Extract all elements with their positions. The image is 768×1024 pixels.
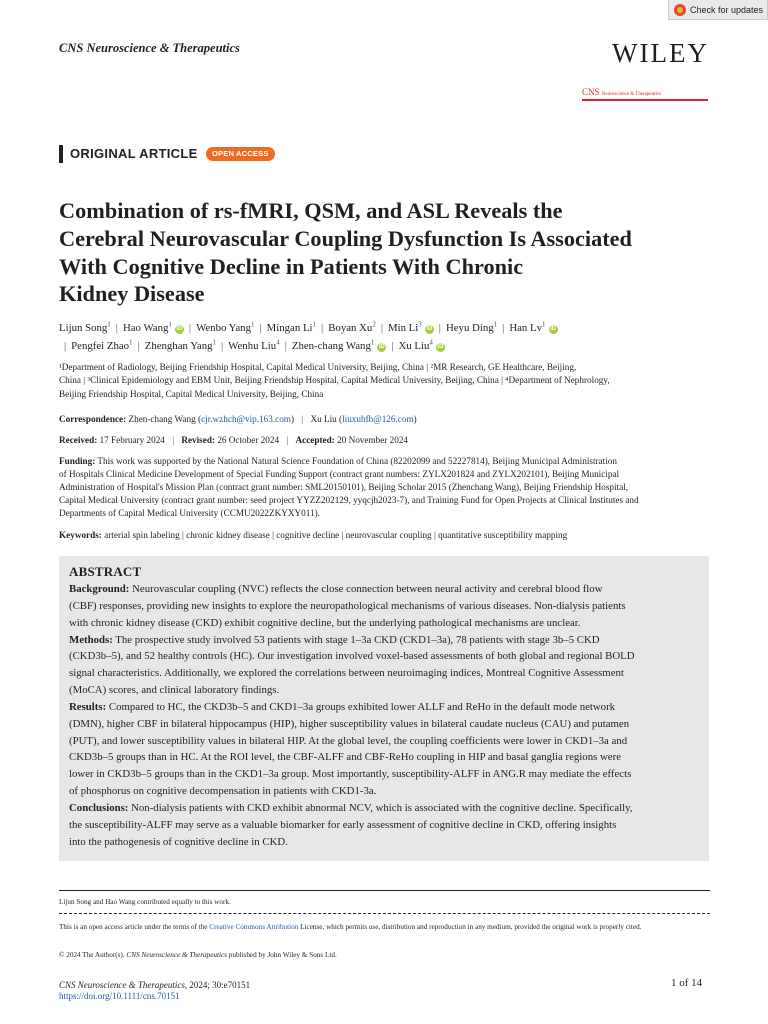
author-separator: | bbox=[137, 340, 140, 353]
received-label: Received: bbox=[59, 435, 98, 445]
banner-subtitle: Neuroscience & Therapeutics bbox=[601, 92, 662, 97]
author-affiliation-marker: 1 bbox=[542, 320, 546, 328]
abstract-text: the susceptibility-ALFF may serve as a valuable biomarker for early assessment of cognitive decline in CKD, offering insights bbox=[69, 818, 617, 831]
abstract-line bbox=[69, 665, 699, 682]
accepted-date: 20 November 2024 bbox=[337, 435, 409, 445]
author-separator: | bbox=[188, 321, 192, 334]
affiliation-line: China | ³Clinical Epidemiology and EBM Unit, Beijing Friendship Hospital, Capital Medical University, Beijing, China | ⁴Department of Nephrology, bbox=[59, 375, 610, 386]
author[interactable] bbox=[267, 322, 316, 334]
license-text: License, which permits use, distribution and reproduction in any medium, provided the original work is properly cited. bbox=[298, 923, 642, 931]
check-for-updates-label: Check for updates bbox=[690, 4, 764, 15]
abstract-text: signal characteristics. Additionally, we explored the correlations between neuroimaging indices, Montreal Cognitive Assessment bbox=[69, 667, 624, 680]
article-type: ORIGINAL ARTICLE bbox=[70, 146, 198, 161]
copyright-text: published by John Wiley & Sons Ltd. bbox=[226, 951, 337, 959]
abstract-text: of phosphorus on cognitive decompensation in patients with CKD1-3a. bbox=[69, 785, 377, 798]
abstract-line bbox=[69, 581, 699, 598]
author-name: Boyan Xu bbox=[328, 321, 373, 334]
abstract-line bbox=[69, 699, 699, 716]
abstract-text: (MoCA) scores, and clinical laboratory findings. bbox=[69, 684, 280, 697]
author[interactable] bbox=[399, 340, 445, 352]
author[interactable] bbox=[388, 322, 434, 334]
abstract-text: Neurovascular coupling (NVC) reflects the close connection between neural activity and cerebral blood flow bbox=[129, 583, 603, 595]
received-date: 17 February 2024 bbox=[99, 435, 165, 445]
funding-line: Administration of Hospital's Mission Plan (contract grant number: SML20150101), Beijing Scholar 2015 (Zhenchang Wang), Beijing Friendship Hospital, bbox=[59, 482, 629, 492]
revised-label: Revised: bbox=[181, 435, 216, 445]
author-affiliation-marker: 1 bbox=[107, 320, 111, 328]
author[interactable] bbox=[123, 322, 184, 334]
journal-name: CNS Neuroscience & Therapeutics bbox=[59, 41, 240, 55]
author-list bbox=[59, 317, 719, 354]
crossmark-icon bbox=[674, 4, 686, 16]
footer-journal-name: CNS Neuroscience & Therapeutics, bbox=[59, 980, 188, 990]
author-separator: | bbox=[321, 321, 324, 334]
author-name: Hao Wang bbox=[122, 321, 169, 334]
author-affiliation-marker: 4 bbox=[276, 338, 280, 347]
author[interactable] bbox=[228, 340, 280, 352]
funding-line: Capital Medical University (contract grant number: seed project YYZZ202129, yyqcjh2023-7), and Training Fund for Open Projects at Clinical Institutes and bbox=[59, 495, 639, 505]
author-separator: | bbox=[380, 321, 383, 334]
creative-commons-link[interactable]: Creative Commons Attribution bbox=[209, 923, 299, 931]
author[interactable] bbox=[328, 322, 376, 334]
author-affiliation-marker: 1 bbox=[493, 320, 498, 328]
correspondence-name: Xu Liu bbox=[310, 414, 337, 424]
abstract-text: Compared to HC, the CKD3b–5 and CKD1–3a groups exhibited lower ALLF and ReHo in the default mode network bbox=[106, 700, 616, 713]
license-note bbox=[59, 921, 710, 933]
equal-contribution-note: Lijun Song and Hao Wang contributed equally to this work. bbox=[59, 898, 231, 906]
abstract-heading: ABSTRACT bbox=[69, 564, 142, 579]
article-type-bar bbox=[59, 145, 63, 163]
abstract-line bbox=[69, 817, 699, 834]
abstract-line bbox=[69, 783, 699, 800]
author[interactable] bbox=[196, 322, 254, 334]
author-separator: | bbox=[221, 340, 224, 353]
funding-line: Departments of Capital Medical University (CCMU2022ZKYXY011). bbox=[59, 508, 320, 518]
author-affiliation-marker: 1 bbox=[370, 338, 375, 347]
abstract-text: (CKD3b–5), and 52 healthy controls (HC). Our investigation involved voxel-based assessments of both global and regional BOLD bbox=[69, 650, 635, 663]
author-name: Zhenghan Yang bbox=[144, 340, 213, 353]
funding-line: of Hospitals Clinical Medicine Development of Special Funding Support (contract grant numbers: ZYLX201824 and ZYLX202101), Beijing Municipal bbox=[59, 469, 620, 479]
abstract-text: (PUT), and lower susceptibility values in bilateral HIP. At the global level, the coupling coefficients were lower in CKD1–3a and bbox=[69, 734, 628, 747]
revised-date: 26 October 2024 bbox=[217, 435, 280, 445]
author-affiliation-marker: 1 bbox=[168, 320, 172, 328]
abstract-text: lower in CKD3b–5 groups than in the CKD1–3a group. Most importantly, susceptibility-ALFF in ANG.R may mediate the effects bbox=[69, 768, 632, 781]
affiliation-line: Beijing Friendship Hospital, Capital Medical University, Beijing, China bbox=[59, 388, 324, 399]
author-separator: | bbox=[259, 321, 262, 334]
publisher-logo: WILEY bbox=[612, 38, 709, 68]
author-separator: | bbox=[391, 340, 394, 353]
copyright-text: © 2024 The Author(s). bbox=[59, 951, 127, 959]
orcid-icon[interactable]: iD bbox=[176, 325, 183, 332]
abstract-text: (DMN), higher CBF in bilateral hippocampus (HIP), higher susceptibility values in bilateral caudate nucleus (CAU) and putamen bbox=[69, 717, 630, 730]
orcid-icon[interactable]: iD bbox=[426, 325, 433, 332]
author-affiliation-marker: 1 bbox=[312, 320, 317, 328]
abstract-text: CKD3b–5 groups than in HC. At the ROI level, the CBF-ALFF and CBF-ReHo coupling in HIP and basal ganglia regions were bbox=[69, 751, 621, 764]
footnote-rule bbox=[59, 890, 710, 891]
abstract-line bbox=[69, 682, 699, 699]
journal-banner bbox=[582, 87, 708, 103]
doi-link[interactable]: https://doi.org/10.1111/cns.70151 bbox=[59, 991, 180, 1001]
title-line: Kidney Disease bbox=[59, 281, 205, 307]
abstract-section-label: Methods: bbox=[69, 633, 113, 646]
abstract-line bbox=[69, 716, 699, 733]
abstract-line bbox=[69, 749, 699, 766]
banner-line bbox=[582, 99, 708, 101]
author[interactable] bbox=[292, 340, 386, 352]
abstract-text: Non-dialysis patients with CKD exhibit abnormal NCV, which is associated with the cognitive decline. Specifically, bbox=[128, 801, 633, 814]
author[interactable] bbox=[446, 322, 497, 334]
open-access-badge: OPEN ACCESS bbox=[206, 147, 275, 161]
author-affiliation-marker: 1 bbox=[212, 338, 216, 347]
author-separator: | bbox=[64, 340, 67, 353]
footnote-dashed-rule bbox=[59, 913, 710, 914]
abstract-section-label: Conclusions: bbox=[69, 801, 129, 814]
abstract-section-label: Results: bbox=[69, 700, 107, 713]
abstract-text: into the pathogenesis of cognitive decline in CKD. bbox=[69, 835, 288, 848]
author[interactable] bbox=[71, 340, 132, 352]
abstract-line bbox=[69, 834, 699, 851]
license-text: This is an open access article under the terms of the bbox=[59, 923, 210, 931]
author-name: Min Li bbox=[387, 321, 419, 334]
author-name: Han Lv bbox=[509, 321, 542, 334]
author-affiliation-marker: 3 bbox=[418, 320, 422, 328]
abstract-line bbox=[69, 648, 699, 665]
title-line: Combination of rs-fMRI, QSM, and ASL Reveals the bbox=[59, 198, 563, 223]
correspondence-email-link[interactable]: cjr.wzhch@vip.163.com bbox=[201, 414, 291, 424]
affiliations bbox=[59, 361, 719, 401]
accepted-label: Accepted: bbox=[295, 435, 335, 445]
orcid-icon[interactable]: iD bbox=[550, 325, 556, 332]
orcid-icon[interactable]: iD bbox=[378, 344, 385, 351]
correspondence: Correspondence: Zhen-chang Wang (cjr.wzhch@vip.163.com) | Xu Liu (liuxubfh@126.com) bbox=[59, 414, 417, 424]
abstract-line bbox=[69, 632, 699, 649]
author-name: Heyu Ding bbox=[445, 321, 494, 334]
footer-volume: 2024; 30:e70151 bbox=[187, 980, 251, 990]
abstract-line bbox=[69, 800, 699, 817]
correspondence-label: Correspondence: bbox=[59, 414, 127, 424]
funding-line: This work was supported by the National Natural Science Foundation of China (82202099 and 52227814), Beijing Municipal Administration bbox=[97, 456, 617, 466]
abstract-line bbox=[69, 598, 699, 615]
author-separator: | bbox=[284, 340, 287, 353]
author-separator: | bbox=[115, 321, 118, 334]
author-name: Pengfei Zhao bbox=[71, 340, 130, 353]
article-dates: Received: 17 February 2024 | Revised: 26 October 2024 | Accepted: 20 November 2024 bbox=[59, 435, 409, 445]
abstract-line bbox=[69, 615, 699, 632]
abstract-line bbox=[69, 733, 699, 750]
check-for-updates-button[interactable] bbox=[668, 0, 768, 20]
copyright-note bbox=[59, 951, 337, 959]
abstract-text: with chronic kidney disease (CKD) exhibit cognitive decline, but the underlying pathological mechanisms are unclear. bbox=[69, 616, 581, 629]
article-title bbox=[59, 197, 719, 308]
author-affiliation-marker: 2 bbox=[372, 320, 376, 328]
funding-label: Funding: bbox=[59, 456, 96, 466]
author-separator: | bbox=[438, 321, 441, 334]
author-affiliation-marker: 1 bbox=[129, 338, 133, 347]
author-name: Mingan Li bbox=[266, 321, 313, 334]
affiliation-line: ¹Department of Radiology, Beijing Friendship Hospital, Capital Medical University, Beijing, China | ²MR Research, GE Healthcare, Beijing, bbox=[59, 362, 577, 372]
abstract-box bbox=[59, 556, 709, 861]
title-line: With Cognitive Decline in Patients With Chronic bbox=[59, 253, 524, 279]
author-name: Wenhu Liu bbox=[228, 340, 277, 353]
author-name: Xu Liu bbox=[398, 340, 430, 353]
author-name: Wenbo Yang bbox=[196, 321, 251, 334]
correspondence-email-link[interactable]: liuxubfh@126.com bbox=[342, 414, 414, 424]
abstract-section-label: Background: bbox=[69, 583, 130, 595]
author-name: Lijun Song bbox=[59, 321, 108, 334]
orcid-icon[interactable]: iD bbox=[437, 344, 444, 351]
abstract-text: (CBF) responses, providing new insights to explore the neuropathological mechanisms of various diseases. Non-dialysis patients bbox=[69, 599, 626, 612]
abstract-text: The prospective study involved 53 patients with stage 1–3a CKD (CKD1–3a), 78 patients with stage 3b–5 CKD bbox=[112, 633, 600, 646]
abstract-body bbox=[69, 581, 699, 851]
banner-title: CNS bbox=[582, 87, 600, 97]
author-affiliation-marker: 4 bbox=[429, 338, 433, 347]
keywords-label: Keywords: bbox=[59, 530, 102, 540]
author-affiliation-marker: 1 bbox=[250, 320, 255, 328]
page-number: 1 of 14 bbox=[671, 977, 703, 989]
author[interactable] bbox=[145, 340, 216, 352]
keywords bbox=[59, 529, 567, 542]
keywords-text: arterial spin labeling | chronic kidney disease | cognitive decline | neurovascular coupling | quantitative susceptibility mapping bbox=[104, 530, 568, 540]
author-name: Zhen-chang Wang bbox=[291, 340, 371, 353]
title-line: Cerebral Neurovascular Coupling Dysfunction Is Associated bbox=[59, 225, 632, 251]
author-separator: | bbox=[502, 321, 505, 334]
abstract-line bbox=[69, 766, 699, 783]
author[interactable] bbox=[509, 322, 557, 334]
correspondence-name: Zhen-chang Wang bbox=[128, 414, 196, 424]
funding bbox=[59, 455, 724, 520]
copyright-journal: CNS Neuroscience & Therapeutics bbox=[126, 951, 227, 959]
author[interactable] bbox=[59, 322, 111, 334]
